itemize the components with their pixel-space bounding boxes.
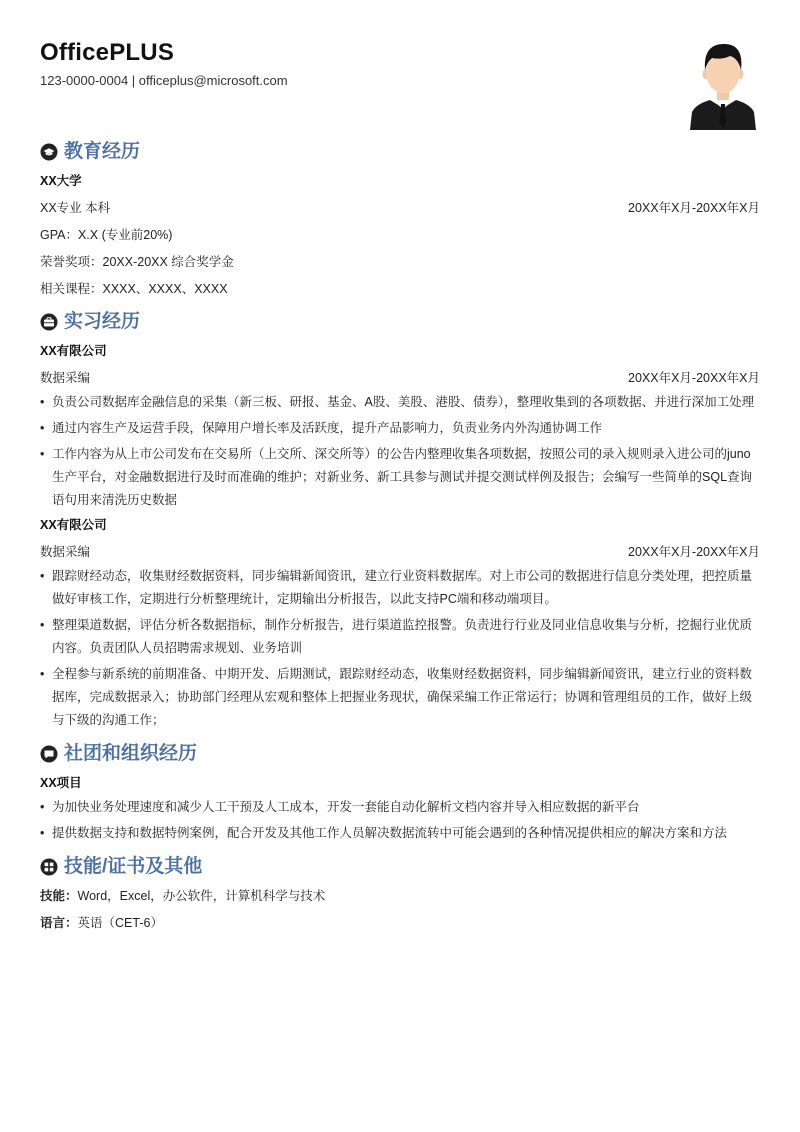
internship-section xyxy=(40,306,760,732)
major: XX专业 本科 xyxy=(40,201,111,215)
skills-label: 技能： xyxy=(40,889,78,903)
skills-heading xyxy=(40,851,760,883)
list-item: • 通过内容生产及运营手段，保障用户增长率及活跃度，提升产品影响力，负责业务内外沟通协调工作 xyxy=(40,417,760,440)
internship-title: 实习经历 xyxy=(64,311,141,332)
grid-icon xyxy=(40,858,58,876)
education-heading xyxy=(40,136,760,168)
club-section xyxy=(40,738,760,845)
language-line xyxy=(40,914,760,932)
job-entry xyxy=(40,342,760,512)
job-role: 数据采编 xyxy=(40,371,91,385)
chat-bubble-icon xyxy=(40,745,58,763)
skills-section xyxy=(40,851,760,932)
list-item: • 整理渠道数据，评估分析各数据指标，制作分析报告，进行渠道监控报警。负责进行行业及同业信息收集与分析，挖掘行业优质内容。负责团队人员招聘需求规划、业务培训 xyxy=(40,614,760,660)
education-row xyxy=(40,199,760,217)
job-row xyxy=(40,369,760,387)
list-item: • 工作内容为从上市公司发布在交易所（上交所、深交所等）的公告内整理收集各项数据，按照公司的录入规则录入进公司的juno生产平台，对金融数据进行及时而准确的维护；对新业务、新工具参与测试并提交测试样例及报告；会编写一些简单的SQL查询语句用来清洗历史数据 xyxy=(40,443,760,512)
list-item: • 负责公司数据库金融信息的采集（新三板、研报、基金、A股、美股、港股、债券），整理收集到的各项数据、并进行深加工处理 xyxy=(40,391,760,414)
briefcase-icon xyxy=(40,313,58,331)
company-name: XX有限公司 xyxy=(40,344,107,358)
education-period: 20XX年X月-20XX年X月 xyxy=(628,201,760,215)
education-title: 教育经历 xyxy=(64,141,141,162)
courses: 相关课程：XXXX、XXXX、XXXX xyxy=(40,282,228,296)
contact-info: 123-0000-0004 | officeplus@microsoft.com xyxy=(40,73,288,88)
skills-title: 技能/证书及其他 xyxy=(64,856,203,877)
list-item: • 为加快业务处理速度和减少人工干预及人工成本，开发一套能自动化解析文档内容并导入相应数据的新平台 xyxy=(40,796,760,819)
club-heading xyxy=(40,738,760,770)
gpa: GPA：X.X (专业前20%) xyxy=(40,228,173,242)
job-row xyxy=(40,543,760,561)
candidate-name: OfficePLUS xyxy=(40,39,175,66)
skills-line xyxy=(40,887,760,905)
resume-header xyxy=(40,38,760,130)
internship-heading xyxy=(40,306,760,338)
education-section xyxy=(40,136,760,298)
job-entry xyxy=(40,516,760,732)
list-item: • 提供数据支持和数据特例案例，配合开发及其他工作人员解决数据流转中可能会遇到的各种情况提供相应的解决方案和方法 xyxy=(40,822,760,845)
graduation-cap-icon xyxy=(40,143,58,161)
honors: 荣誉奖项：20XX-20XX 综合奖学金 xyxy=(40,255,234,269)
list-item: • 全程参与新系统的前期准备、中期开发、后期测试，跟踪财经动态，收集财经数据资料，同步编辑新闻资讯，建立行业的资料数据库，完成数据录入；协助部门经理从宏观和整体上把握业务现状，确保采编工作正常运行；协调和管理组员的工作，做好上级与下级的沟通工作； xyxy=(40,663,760,732)
job-bullets xyxy=(40,391,760,512)
club-bullets xyxy=(40,796,760,845)
club-title: 社团和组织经历 xyxy=(64,743,198,764)
avatar xyxy=(688,38,758,130)
job-period: 20XX年X月-20XX年X月 xyxy=(628,545,760,559)
job-role: 数据采编 xyxy=(40,545,91,559)
language-label: 语言： xyxy=(40,916,78,930)
skills-value: Word，Excel，办公软件，计算机科学与技术 xyxy=(77,889,326,903)
project-name: XX项目 xyxy=(40,776,82,790)
language-value: 英语（CET-6） xyxy=(77,916,163,930)
school-name: XX大学 xyxy=(40,174,82,188)
company-name: XX有限公司 xyxy=(40,518,107,532)
job-bullets xyxy=(40,565,760,732)
job-period: 20XX年X月-20XX年X月 xyxy=(628,371,760,385)
list-item: • 跟踪财经动态，收集财经数据资料，同步编辑新闻资讯，建立行业资料数据库。对上市公司的数据进行信息分类处理，把控质量做好审核工作，定期进行分析整理统计，定期输出分析报告，以此支持PC端和移动端项目。 xyxy=(40,565,760,611)
